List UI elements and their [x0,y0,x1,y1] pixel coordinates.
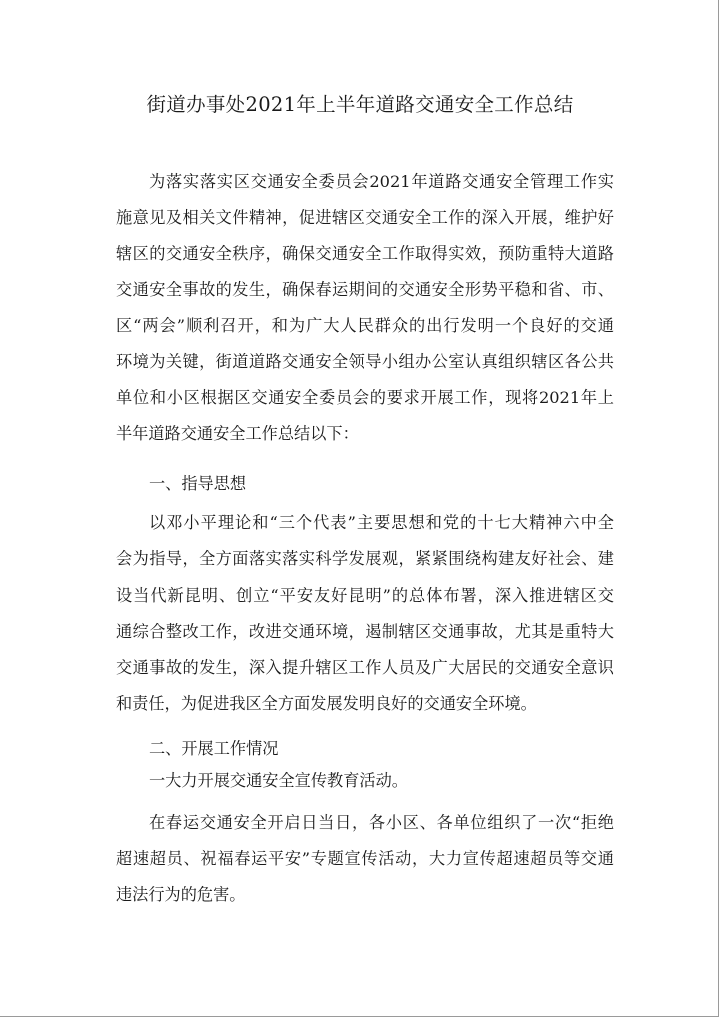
paragraph-line: 为落实落实区交通安全委员会2021年道路交通安全管理工作实 [149,172,614,191]
section-heading-guiding-thought: 一、指导思想 [149,474,247,493]
subsection-heading-publicity: 一大力开展交通安全宣传教育活动。 [149,771,408,790]
paragraph-line: 通综合整改工作，改进交通环境，遏制辖区交通事故，尤其是重特大 [116,622,614,641]
paragraph-line: 施意见及相关文件精神，促进辖区交通安全工作的深入开展，维护好 [116,208,614,227]
paragraph-line: 区“两会”顺利召开，和为广大人民群众的出行发明一个良好的交通 [116,316,614,335]
paragraph-line: 超速超员、祝福春运平安”专题宣传活动，大力宣传超速超员等交通 [116,849,614,868]
document-title: 街道办事处2021年上半年道路交通安全工作总结 [146,93,574,116]
paragraph-line: 交通安全事故的发生，确保春运期间的交通安全形势平稳和省、市、 [116,280,614,299]
paragraph-line: 交通事故的发生，深入提升辖区工作人员及广大居民的交通安全意识 [116,658,614,677]
paragraph-line: 在春运交通安全开启日当日，各小区、各单位组织了一次“拒绝 [149,813,614,832]
paragraph-line: 设当代新昆明、创立“平安友好昆明”的总体布署，深入推进辖区交 [116,586,614,605]
paragraph-line: 环境为关键，街道道路交通安全领导小组办公室认真组织辖区各公共 [116,352,614,371]
paragraph-line: 半年道路交通安全工作总结以下： [116,424,359,443]
paragraph-line: 和责任，为促进我区全方面发展发明良好的交通安全环境。 [116,694,537,713]
paragraph-line: 违法行为的危害。 [116,885,246,904]
section-heading-work-status: 二、开展工作情况 [149,739,279,758]
paragraph-line: 辖区的交通安全秩序，确保交通安全工作取得实效，预防重特大道路 [116,244,614,263]
paragraph-line: 会为指导，全方面落实落实科学发展观，紧紧围绕构建友好社会、建 [116,549,614,568]
paragraph-line: 以邓小平理论和“三个代表”主要思想和党的十七大精神六中全 [149,513,614,532]
paragraph-line: 单位和小区根据区交通安全委员会的要求开展工作，现将2021年上 [116,388,614,407]
